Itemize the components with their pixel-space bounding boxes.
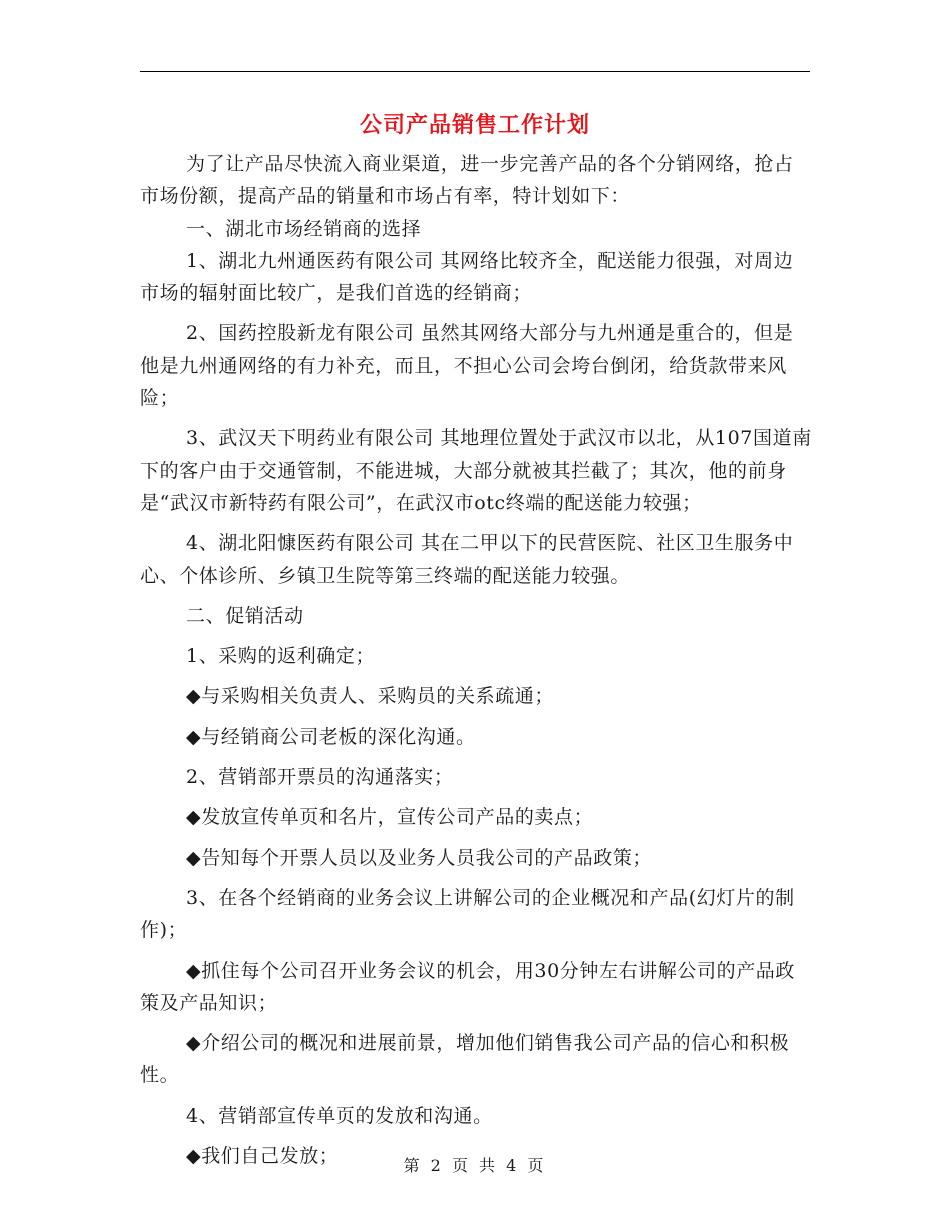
bullet-item: ◆与采购相关负责人、采购员的关系疏通； <box>186 685 555 708</box>
document-title: 公司产品销售工作计划 <box>359 112 590 138</box>
bullet-item: ◆介绍公司的概况和进展前景，增加他们销售我公司产品的信心和积极性。 <box>140 1032 790 1087</box>
section-heading-promotion: 二、促销活动 <box>186 604 304 627</box>
distributor-item-1: 1、湖北九州通医药有限公司 其网络比较齐全，配送能力很强，对周边市场的辐射面比较广，是我们首选的经销商； <box>140 249 794 305</box>
bullet-item: ◆告知每个开票人员以及业务人员我公司的产品政策； <box>186 846 653 869</box>
distributor-item-4: 4、湖北阳慷医药有限公司 其在二甲以下的民营医院、社区卫生服务中心、个体诊所、乡镇卫生院等第三终端的配送能力较强。 <box>140 532 794 587</box>
section-heading-distributors: 一、湖北市场经销商的选择 <box>186 217 422 240</box>
promotion-item-1: 1、采购的返利确定； <box>186 645 376 668</box>
promotion-item-2: 2、营销部开票员的沟通落实； <box>186 766 454 789</box>
promotion-item-3: 3、在各个经销商的业务会议上讲解公司的企业概况和产品(幻灯片的制作)； <box>140 886 795 942</box>
header-rule <box>140 71 810 72</box>
bullet-item: ◆抓住每个公司召开业务会议的机会，用30分钟左右讲解公司的产品政策及产品知识； <box>140 959 795 1014</box>
distributor-item-2: 2、国药控股新龙有限公司 虽然其网络大部分与九州通是重合的，但是他是九州通网络的有力补充，而且，不担心公司会垮台倒闭，给货款带来风险； <box>140 322 794 410</box>
distributor-item-3: 3、武汉天下明药业有限公司 其地理位置处于武汉市以北，从107国道南下的客户由于交通管制，不能进城，大部分就被其拦截了；其次，他的前身是“武汉市新特药有限公司”，在武汉市otc终端的配送能力较强； <box>140 427 812 514</box>
bullet-item: ◆发放宣传单页和名片，宣传公司产品的卖点； <box>186 806 594 829</box>
page-footer: 第 2 页 共 4 页 <box>403 1156 547 1175</box>
intro-paragraph: 为了让产品尽快流入商业渠道，进一步完善产品的各个分销网络，抢占市场份额，提高产品的销量和市场占有率，特计划如下： <box>140 153 794 208</box>
promotion-item-4: 4、营销部宣传单页的发放和沟通。 <box>186 1104 493 1127</box>
bullet-item: ◆与经销商公司老板的深化沟通。 <box>186 725 476 748</box>
bullet-item: ◆我们自己发放； <box>186 1145 339 1168</box>
document-body <box>140 148 812 1172</box>
